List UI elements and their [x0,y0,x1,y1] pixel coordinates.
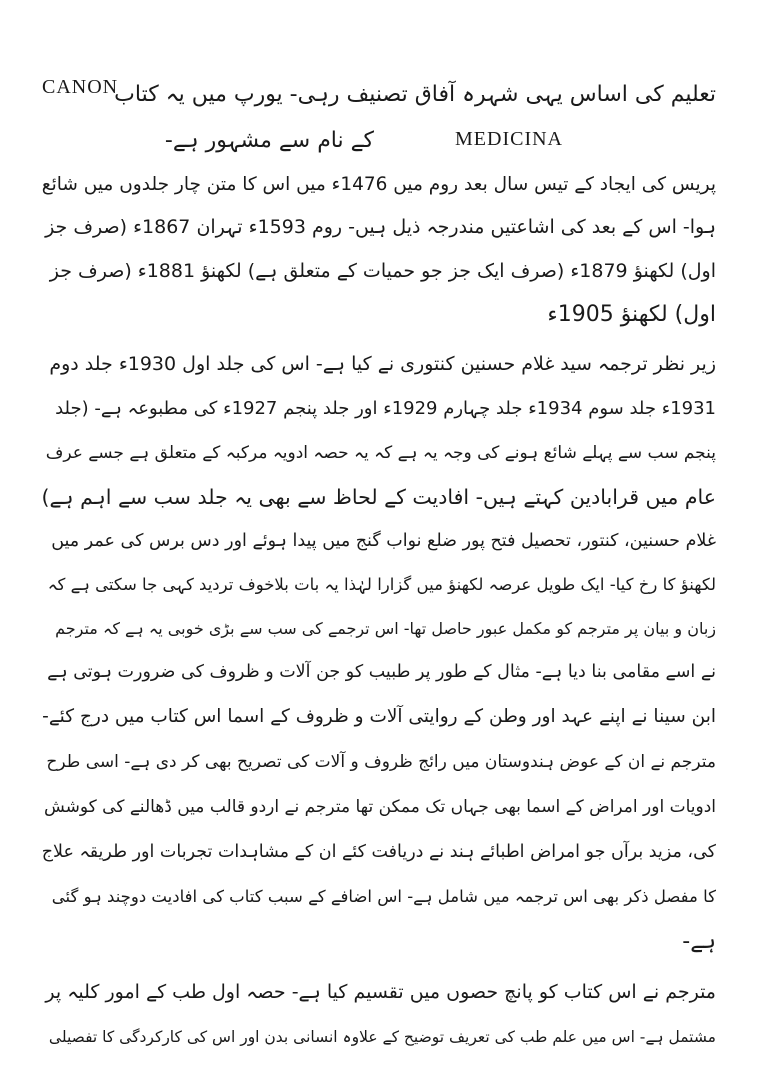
text-line-9: پنجم سب سے پہلے شائع ہونے کی وجہ یہ ہے کہ یہ حصہ ادویہ مرکبہ کے متعلق ہے جسے عرف [45,443,716,463]
text-line-16: مترجم نے ان کے عوض ہندوستان میں رائج ظروف و آلات کی تصریح بھی کر دی ہے- اسی طرح [46,752,716,772]
latin-term-medicina: MEDICINA [455,128,563,150]
text-line-7: زیر نظر ترجمہ سید غلام حسنین کنتوری نے کیا ہے- اس کی جلد اول 1930ء جلد دوم [49,353,716,375]
text-line-14: نے اسے مقامی بنا دیا ہے- مثال کے طور پر طبیب کو جن آلات و ظروف کی ضرورت ہوتی ہے [47,662,716,682]
text-line-10: عام میں قرابادین کہتے ہیں- افادیت کے لحاظ سے بھی یہ جلد سب سے اہم ہے) [41,485,716,509]
text-line-18: کی، مزید برآں جو امراض اطبائے ہند نے دریافت کئے ان کے مشاہدات تجربات اور طریقہ علاج [41,842,716,862]
latin-term-canon: CANON [42,76,119,98]
text-line-6: اول) لکھنؤ 1905ء [547,302,716,327]
text-line-19: کا مفصل ذکر بھی اس ترجمہ میں شامل ہے- اس اضافے کے سبب کتاب کی افادیت دوچند ہو گئی [51,887,716,906]
text-line-22: مشتمل ہے- اس میں علم طب کی تعریف توضیح کے علاوہ انسانی بدن اور اس کی کارکردگی کا تفصیلی [48,1028,716,1046]
text-line-4: ہوا- اس کے بعد کی اشاعتیں مندرجہ ذیل ہیں- روم 1593ء تہران 1867ء (صرف جز [45,216,716,238]
text-line-15: ابن سینا نے اپنے عہد اور وطن کے روایتی آلات و ظروف کے اسما اس کتاب میں درج کئے- [42,706,716,727]
text-line-17: ادویات اور امراض کے اسما بھی جہاں تک ممکن تھا مترجم نے اردو قالب میں ڈھالنے کی کوشش [43,797,716,817]
text-line-8: 1931ء جلد سوم 1934ء جلد چہارم 1929ء اور جلد پنجم 1927ء کی مطبوعہ ہے- (جلد [55,398,716,419]
text-line-5: اول) لکھنؤ 1879ء (صرف ایک جز جو حمیات کے متعلق ہے) لکھنؤ 1881ء (صرف جز [49,260,716,282]
text-line-2: کے نام سے مشہور ہے- [164,128,374,153]
text-line-3: پریس کی ایجاد کے تیس سال بعد روم میں 1476ء میں اس کا متن چار جلدوں میں شائع [41,174,716,195]
text-line-11: غلام حسنین، کنتور، تحصیل فتح پور ضلع نواب گنج میں پیدا ہوئے اور دس برس کی عمر میں [51,531,716,551]
text-line-13: زبان و بیان پر مترجم کو مکمل عبور حاصل تھا- اس ترجمے کی سب سے بڑی خوبی یہ ہے کہ مترجم [55,619,716,638]
text-line-20: ہے- [682,929,716,954]
text-line-21: مترجم نے اس کتاب کو پانچ حصوں میں تقسیم کیا ہے- حصہ اول طب کے امور کلیہ پر [45,981,716,1003]
text-line-12: لکھنؤ کا رخ کیا- ایک طویل عرصہ لکھنؤ میں گزارا لہٰذا یہ بات بلاخوف تردید کہی جا سکتی ہے کہ [47,575,716,594]
text-line-1: تعلیم کی اساس یہی شہرہ آفاق تصنیف رہی- یورپ میں یہ کتاب [114,82,716,107]
